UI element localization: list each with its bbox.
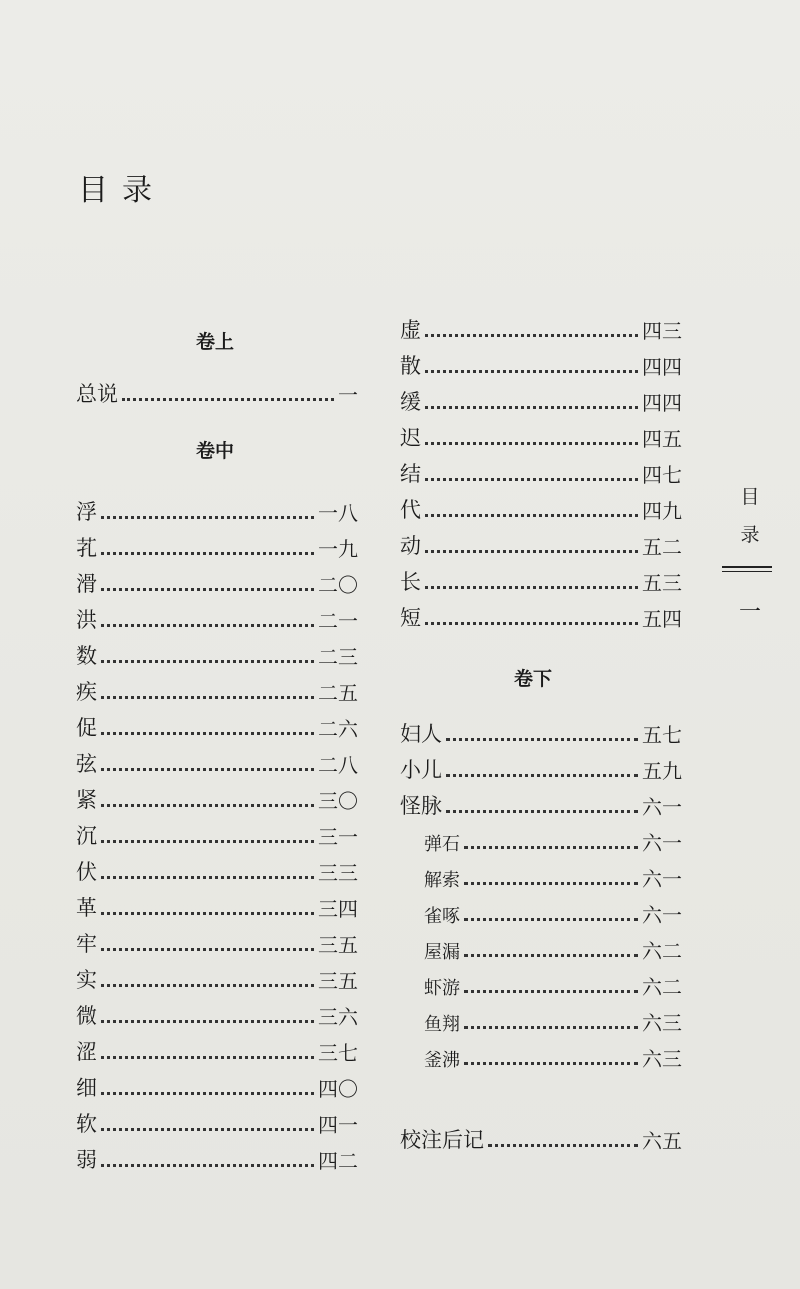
toc-entry-page: 六二 [642, 939, 682, 963]
leader-dots [101, 1164, 314, 1167]
toc-entry[interactable] [76, 852, 358, 886]
toc-entry-name: 软 [76, 1112, 97, 1136]
toc-entry[interactable] [400, 310, 682, 344]
toc-entry[interactable] [76, 816, 358, 850]
toc-entry-page: 一 [338, 383, 358, 407]
toc-entry[interactable] [400, 714, 682, 748]
leader-dots [425, 478, 638, 481]
toc-entry-page: 五七 [642, 723, 682, 747]
section-heading-lower: 卷下 [514, 668, 553, 690]
leader-dots [101, 804, 314, 807]
leader-dots [464, 918, 638, 921]
section-heading-upper: 卷上 [196, 331, 235, 353]
toc-entry[interactable] [76, 780, 358, 814]
toc-entry[interactable] [400, 382, 682, 416]
toc-entry-page: 二三 [318, 645, 358, 669]
leader-dots [446, 810, 638, 813]
leader-dots [101, 732, 314, 735]
toc-entry-page: 三〇 [318, 789, 358, 813]
section-heading-middle: 卷中 [196, 440, 235, 462]
toc-entry-name: 动 [400, 534, 421, 558]
toc-entry[interactable] [76, 960, 358, 994]
toc-entry-page: 六五 [642, 1129, 682, 1153]
toc-entry-name: 细 [76, 1076, 97, 1100]
toc-entry-page: 二六 [318, 717, 358, 741]
toc-entry-page: 六一 [642, 831, 682, 855]
toc-entry[interactable] [76, 996, 358, 1030]
leader-dots [446, 738, 638, 741]
leader-dots [464, 846, 638, 849]
toc-entry-name: 长 [400, 570, 421, 594]
leader-dots [464, 954, 638, 957]
toc-entry-page: 二五 [318, 681, 358, 705]
toc-entry-name: 代 [400, 498, 421, 522]
toc-entry[interactable] [400, 786, 682, 820]
toc-entry-name: 短 [400, 606, 421, 630]
toc-entry-page: 四四 [642, 391, 682, 415]
leader-dots [101, 1128, 314, 1131]
toc-entry-name: 雀啄 [424, 906, 460, 927]
leader-dots [101, 552, 314, 555]
page-number: 一 [738, 600, 761, 625]
toc-subentry[interactable] [424, 966, 682, 1000]
toc-entry-name: 实 [76, 968, 97, 992]
toc-entry-name: 解索 [424, 870, 460, 891]
leader-dots [425, 442, 638, 445]
leader-dots [101, 696, 314, 699]
running-header-rule [722, 566, 772, 572]
toc-entry-name: 浮 [76, 500, 97, 524]
leader-dots [425, 406, 638, 409]
toc-entry-page: 二八 [318, 753, 358, 777]
toc-entry-name: 芤 [76, 536, 97, 560]
toc-entry-page: 四四 [642, 355, 682, 379]
toc-entry-name: 鱼翔 [424, 1014, 460, 1035]
toc-entry-page: 四九 [642, 499, 682, 523]
toc-subentry[interactable] [424, 858, 682, 892]
page-title: 目录 [78, 173, 166, 208]
toc-entry[interactable] [76, 636, 358, 670]
leader-dots [425, 334, 638, 337]
leader-dots [101, 1056, 314, 1059]
toc-entry-name: 虚 [400, 318, 421, 342]
toc-subentry[interactable] [424, 1002, 682, 1036]
toc-entry[interactable] [400, 750, 682, 784]
toc-entry-name: 滑 [76, 572, 97, 596]
toc-entry-name: 釜沸 [424, 1050, 460, 1071]
toc-entry-name: 迟 [400, 426, 421, 450]
toc-entry-page: 六一 [642, 903, 682, 927]
toc-entry-page: 三一 [318, 825, 358, 849]
toc-entry[interactable] [76, 492, 358, 526]
running-header-char: 录 [740, 524, 760, 546]
toc-entry-name: 涩 [76, 1040, 97, 1064]
toc-entry[interactable] [400, 526, 682, 560]
leader-dots [425, 550, 638, 553]
toc-entry-page: 六二 [642, 975, 682, 999]
toc-entry[interactable] [76, 1140, 358, 1174]
toc-entry-name: 沉 [76, 824, 97, 848]
toc-entry-page: 六三 [642, 1047, 682, 1071]
toc-entry[interactable] [76, 1068, 358, 1102]
toc-subentry[interactable] [424, 822, 682, 856]
toc-entry-page: 三七 [318, 1041, 358, 1065]
toc-entry-name: 妇人 [400, 722, 442, 746]
toc-entry-page: 一九 [318, 537, 358, 561]
toc-entry-name: 怪脉 [400, 794, 442, 818]
toc-entry[interactable] [400, 598, 682, 632]
toc-subentry[interactable] [424, 930, 682, 964]
leader-dots [425, 514, 638, 517]
toc-entry-name: 促 [76, 716, 97, 740]
leader-dots [446, 774, 638, 777]
leader-dots [101, 840, 314, 843]
leader-dots [101, 516, 314, 519]
toc-entry[interactable] [76, 374, 358, 408]
leader-dots [122, 398, 334, 401]
toc-entry-name: 散 [400, 354, 421, 378]
leader-dots [464, 990, 638, 993]
toc-entry[interactable] [400, 454, 682, 488]
toc-entry[interactable] [400, 418, 682, 452]
leader-dots [425, 586, 638, 589]
toc-entry[interactable] [76, 1104, 358, 1138]
toc-entry[interactable] [76, 1032, 358, 1066]
leader-dots [425, 370, 638, 373]
leader-dots [488, 1144, 638, 1147]
toc-entry-page: 四五 [642, 427, 682, 451]
leader-dots [464, 1062, 638, 1065]
toc-entry-page: 三五 [318, 933, 358, 957]
toc-entry-name: 结 [400, 462, 421, 486]
toc-entry[interactable] [76, 744, 358, 778]
leader-dots [101, 768, 314, 771]
running-header [738, 478, 762, 554]
toc-entry-page: 五三 [642, 571, 682, 595]
toc-entry-page: 六一 [642, 867, 682, 891]
leader-dots [101, 1092, 314, 1095]
toc-entry[interactable] [400, 346, 682, 380]
toc-entry-name: 数 [76, 644, 97, 668]
toc-entry-name: 疾 [76, 680, 97, 704]
toc-entry[interactable] [76, 564, 358, 598]
toc-entry-name: 弹石 [424, 834, 460, 855]
leader-dots [101, 1020, 314, 1023]
toc-entry-name: 洪 [76, 608, 97, 632]
toc-entry-page: 六三 [642, 1011, 682, 1035]
toc-entry-page: 二〇 [318, 573, 358, 597]
toc-entry-page: 三四 [318, 897, 358, 921]
toc-entry-name: 总说 [76, 382, 118, 406]
toc-entry-name: 小儿 [400, 758, 442, 782]
leader-dots [101, 984, 314, 987]
toc-entry-page: 四一 [318, 1113, 358, 1137]
toc-entry[interactable] [76, 888, 358, 922]
running-header-char: 目 [740, 486, 760, 508]
toc-entry-page: 二一 [318, 609, 358, 633]
leader-dots [101, 588, 314, 591]
leader-dots [101, 624, 314, 627]
toc-entry-name: 虾游 [424, 978, 460, 999]
toc-entry[interactable] [76, 924, 358, 958]
leader-dots [425, 622, 638, 625]
toc-entry[interactable] [76, 528, 358, 562]
toc-entry-name: 革 [76, 896, 97, 920]
toc-entry-name: 缓 [400, 390, 421, 414]
toc-entry-name: 屋漏 [424, 942, 460, 963]
toc-entry-page: 五四 [642, 607, 682, 631]
toc-entry-name: 紧 [76, 788, 97, 812]
leader-dots [101, 876, 314, 879]
toc-entry-page: 四三 [642, 319, 682, 343]
leader-dots [464, 882, 638, 885]
toc-entry-name: 牢 [76, 932, 97, 956]
toc-entry-page: 六一 [642, 795, 682, 819]
toc-entry[interactable] [400, 490, 682, 524]
toc-entry-name: 伏 [76, 860, 97, 884]
toc-entry[interactable] [76, 708, 358, 742]
toc-entry-page: 四二 [318, 1149, 358, 1173]
toc-entry-page: 五九 [642, 759, 682, 783]
leader-dots [101, 948, 314, 951]
toc-entry-page: 五二 [642, 535, 682, 559]
toc-subentry[interactable] [424, 1038, 682, 1072]
toc-entry[interactable] [400, 1120, 682, 1154]
toc-entry-name: 弱 [76, 1148, 97, 1172]
toc-entry-name: 校注后记 [400, 1128, 484, 1152]
toc-entry-page: 三六 [318, 1005, 358, 1029]
toc-entry-page: 三五 [318, 969, 358, 993]
leader-dots [101, 912, 314, 915]
toc-entry-name: 弦 [76, 752, 97, 776]
toc-entry[interactable] [76, 672, 358, 706]
toc-entry-name: 微 [76, 1004, 97, 1028]
toc-subentry[interactable] [424, 894, 682, 928]
toc-entry-page: 三三 [318, 861, 358, 885]
toc-entry-page: 四七 [642, 463, 682, 487]
toc-entry[interactable] [400, 562, 682, 596]
leader-dots [101, 660, 314, 663]
leader-dots [464, 1026, 638, 1029]
toc-entry[interactable] [76, 600, 358, 634]
toc-entry-page: 一八 [318, 501, 358, 525]
toc-entry-page: 四〇 [318, 1077, 358, 1101]
